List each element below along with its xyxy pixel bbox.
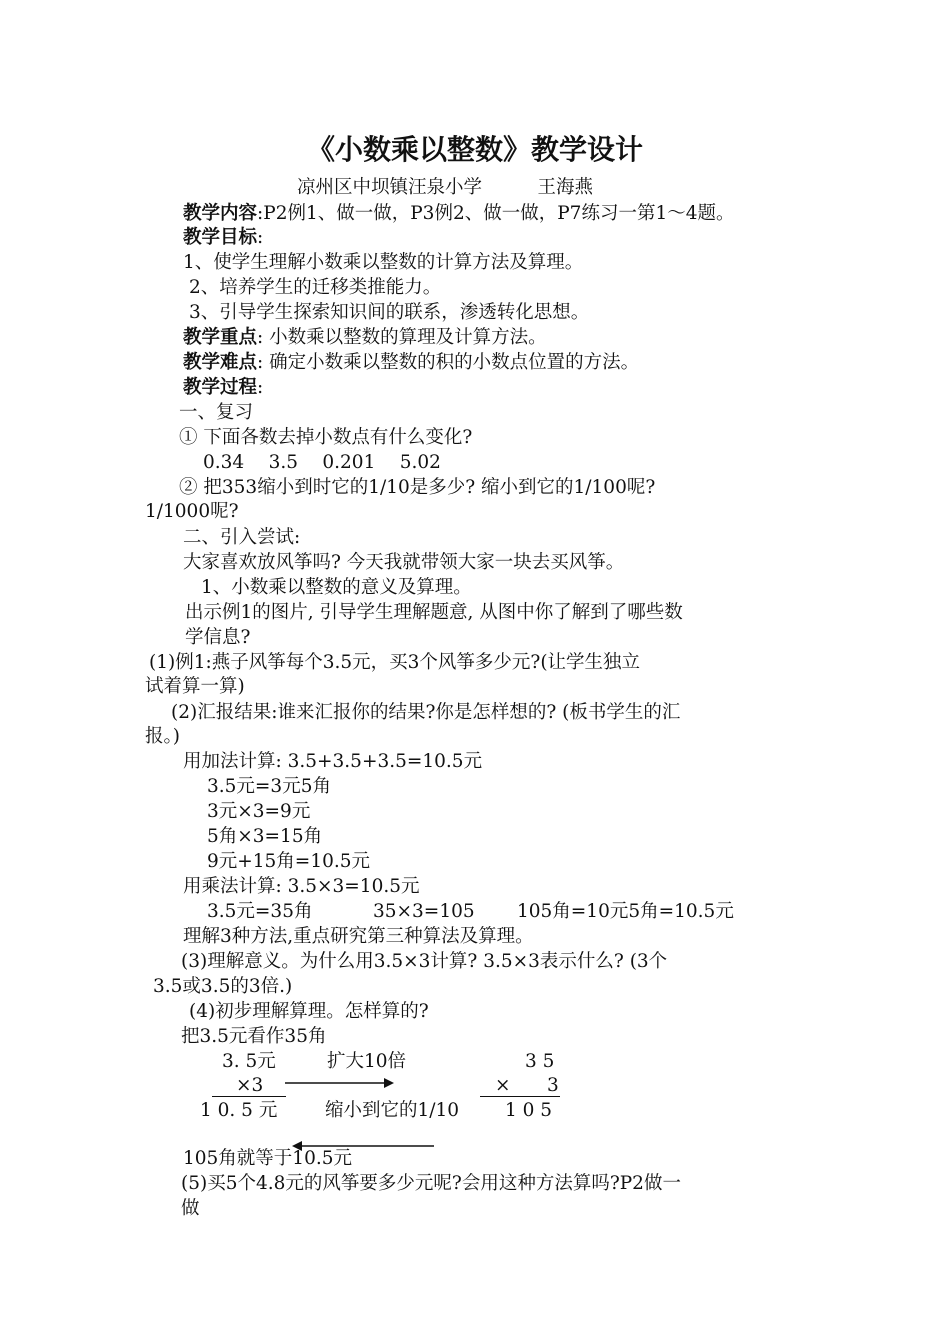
arrow-bottom-label: 缩小到它的1/10 (325, 1100, 460, 1121)
key-point-label: 教学重点 (183, 327, 258, 348)
vertical-right-mul-num: 3 (547, 1075, 559, 1096)
intro-line1: 大家喜欢放风筝吗? 今天我就带领大家一块去买风筝。 (183, 552, 625, 573)
mul-step-a: 3.5元=35角 (207, 901, 313, 922)
example1-line2: 试着算一算) (145, 676, 245, 697)
vertical-right-top: 3 5 (525, 1051, 555, 1072)
example2-line1: (2)汇报结果:谁来汇报你的结果?你是怎样想的? (板书学生的汇 (171, 702, 681, 723)
key-point-text: : 小数乘以整数的算理及计算方法。 (257, 327, 547, 348)
meaning-line2: 3.5或3.5的3倍.) (153, 976, 293, 997)
vertical-left-multiplier: ×3 (236, 1075, 264, 1096)
add-calc: 用加法计算: 3.5+3.5+3.5=10.5元 (183, 751, 483, 772)
vertical-left-top: 3. 5元 (222, 1051, 276, 1072)
process-colon: : (257, 377, 264, 398)
review-q2-line1: ② 把353缩小到时它的1/10是多少? 缩小到它的1/100呢? (179, 477, 656, 498)
mul-step-c: 105角=10元5角=10.5元 (517, 901, 734, 922)
arrow-top-label: 扩大10倍 (327, 1051, 407, 1072)
meaning-line1: (3)理解意义。为什么用3.5×3计算? 3.5×3表示什么? (3个 (181, 951, 668, 972)
goals-label: 教学目标 (183, 227, 258, 248)
goal-item-1: 1、使学生理解小数乘以整数的计算方法及算理。 (183, 252, 584, 273)
intro-show-line2: 学信息? (185, 627, 251, 648)
three-methods: 理解3种方法,重点研究第三种算法及算理。 (183, 926, 534, 947)
difficulty-text: : 确定小数乘以整数的积的小数点位置的方法。 (257, 352, 640, 373)
process-label: 教学过程 (183, 377, 258, 398)
q5-line2: 做 (181, 1198, 200, 1219)
mul-calc: 用乘法计算: 3.5×3=10.5元 (183, 876, 420, 897)
mul-step-b: 35×3=105 (373, 901, 475, 922)
goal-item-2: 2、培养学生的迁移类推能力。 (189, 277, 442, 298)
example2-line2: 报。) (145, 726, 180, 747)
vertical-right-mul-sign: × (495, 1075, 511, 1096)
equals-line: 105角就等于10.5元 (183, 1148, 353, 1169)
add-step-4: 9元+15角=10.5元 (207, 851, 371, 872)
understand-line: (4)初步理解算理。怎样算的? (189, 1001, 429, 1022)
intro-sub1: 1、小数乘以整数的意义及算理。 (201, 577, 472, 598)
vertical-left-result: 1 0. 5 元 (200, 1100, 278, 1121)
goal-item-3: 3、引导学生探索知识间的联系，渗透转化思想。 (189, 302, 590, 323)
vertical-right-result: 1 0 5 (505, 1100, 553, 1121)
goals-colon: : (257, 227, 264, 248)
add-step-3: 5角×3=15角 (207, 826, 323, 847)
content-text: :P2例1、做一做，P3例2、做一做，P7练习一第1～4题。 (257, 203, 735, 224)
q5-line1: (5)买5个4.8元的风筝要多少元呢?会用这种方法算吗?P2做一 (181, 1173, 681, 1194)
add-step-1: 3.5元=3元5角 (207, 776, 331, 797)
document-title: 《小数乘以整数》教学设计 (306, 133, 643, 166)
review-q1: ① 下面各数去掉小数点有什么变化? (179, 427, 473, 448)
author-line: 凉州区中坝镇汪泉小学 王海燕 (297, 177, 594, 198)
difficulty-label: 教学难点 (183, 352, 258, 373)
intro-heading: 二、引入尝试: (183, 527, 301, 548)
treat-as-line: 把3.5元看作35角 (181, 1026, 327, 1047)
review-numbers: 0.34 3.5 0.201 5.02 (203, 452, 441, 473)
review-heading: 一、复习 (179, 402, 254, 423)
example1-line1: (1)例1:燕子风筝每个3.5元，买3个风筝多少元?(让学生独立 (149, 652, 641, 673)
content-label: 教学内容 (183, 203, 258, 224)
intro-show-line1: 出示例1的图片, 引导学生理解题意, 从图中你了解到了哪些数 (185, 602, 683, 623)
right-arrow (285, 1078, 394, 1088)
add-step-2: 3元×3=9元 (207, 801, 311, 822)
review-q2-line2: 1/1000呢? (145, 501, 239, 522)
